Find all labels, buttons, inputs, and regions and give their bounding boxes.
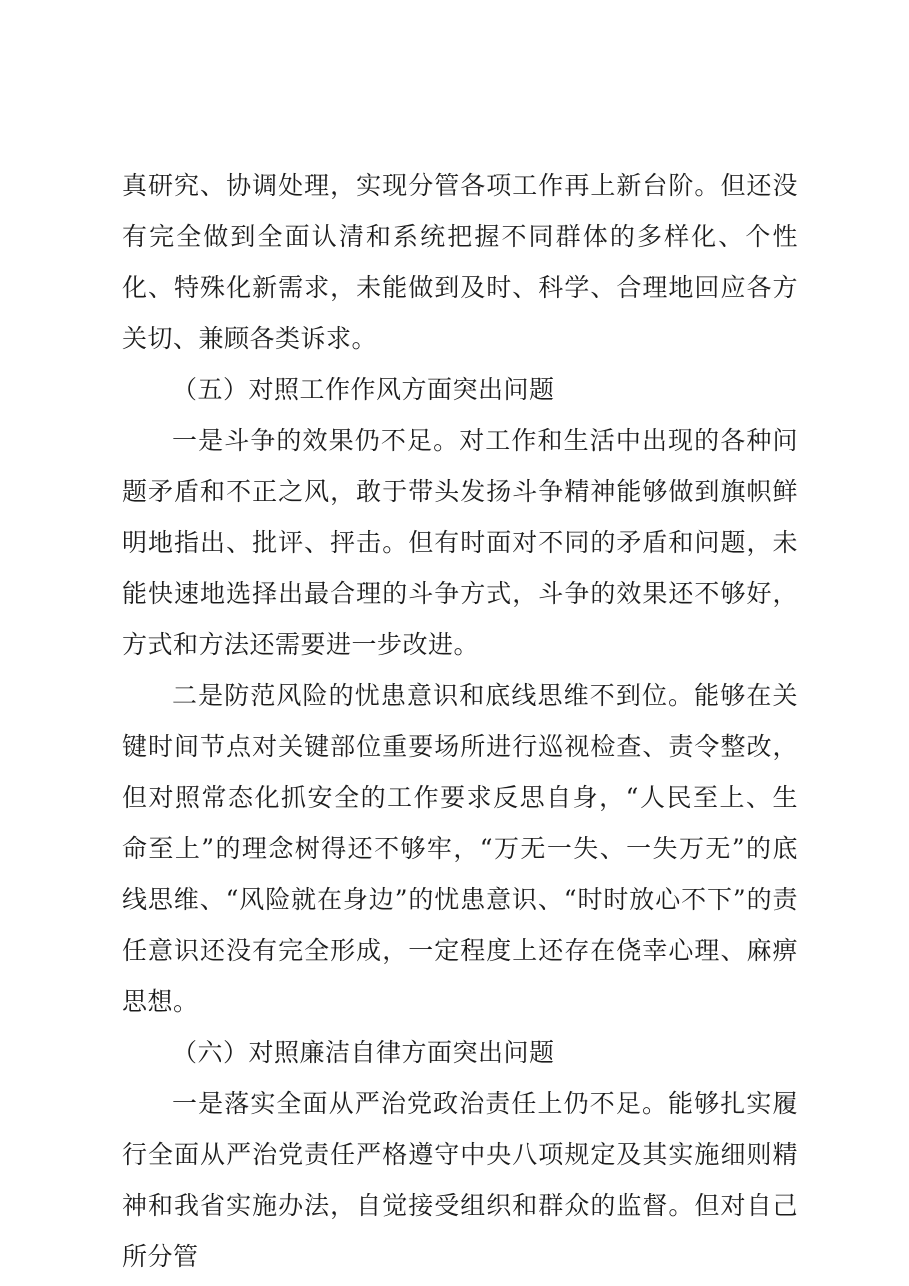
document-body xyxy=(122,160,798,1282)
section-heading-6: （六）对照廉洁自律方面突出问题 xyxy=(172,1038,555,1067)
paragraph-struggle-effect: 一是斗争的效果仍不足。对工作和生活中出现的各种问题矛盾和不正之风，敢于带头发扬斗争精神能够做到旗帜鲜明地指出、批评、抨击。但有时面对不同的矛盾和问题，未能快速地选择出最合理的斗争方式，斗争的效果还不够好，方式和方法还需要进一步改进。 xyxy=(122,426,798,659)
section-heading-5: （五）对照工作作风方面突出问题 xyxy=(172,375,555,404)
paragraph-continuation: 真研究、协调处理，实现分管各项工作再上新台阶。但还没有完全做到全面认清和系统把握不同群体的多样化、个性化、特殊化新需求，未能做到及时、科学、合理地回应各方关切、兼顾各类诉求。 xyxy=(122,171,798,353)
paragraph-party-discipline: 一是落实全面从严治党政治责任上仍不足。能够扎实履行全面从严治党责任严格遵守中央八项规定及其实施细则精神和我省实施办法，自觉接受组织和群众的监督。但对自己所分管 xyxy=(122,1089,798,1271)
paragraph-risk-awareness: 二是防范风险的忧患意识和底线思维不到位。能够在关键时间节点对关键部位重要场所进行巡视检查、责令整改，但对照常态化抓安全的工作要求反思自身，“人民至上、生命至上”的理念树得还不够牢，“万无一失、一失万无”的底线思维、“风险就在身边”的忧患意识、“时时放心不下”的责任意识还没有完全形成，一定程度上还存在侥幸心理、麻痹思想。 xyxy=(122,681,798,1016)
